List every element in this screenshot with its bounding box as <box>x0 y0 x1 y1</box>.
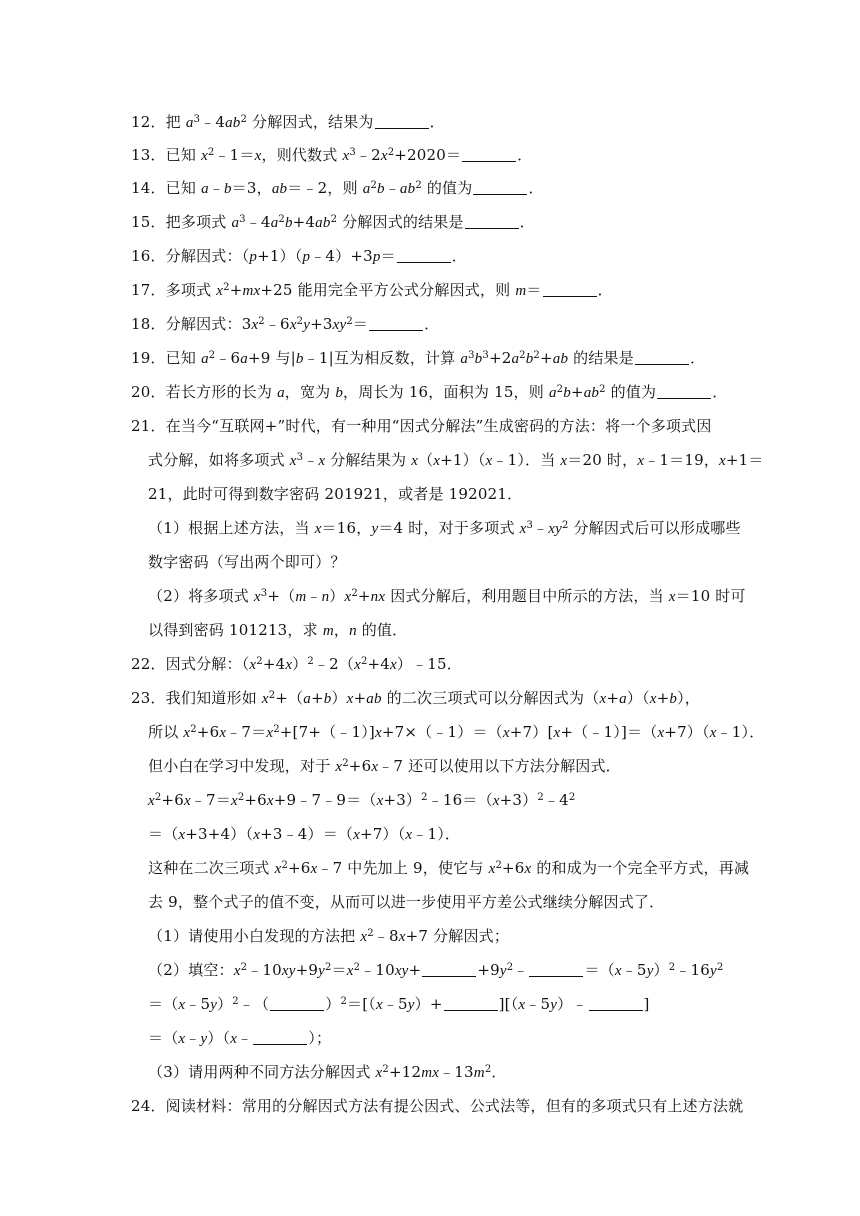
question-21-line2: 式分解，如将多项式 $x^3﹣x$ 分解结果为 x（x+1）（x﹣1）．当 x＝20 时，x﹣1＝19，x+1＝ <box>148 451 764 469</box>
question-23-part2-line1: （2）填空：$x^2﹣10xy+9y^2=x^2﹣10xy+$ $+9y^2﹣$ $=(x﹣5y)^2﹣16y^2$ <box>148 961 724 979</box>
question-22: 22．因式分解：$(x^2+4x)^2﹣2(x^2+4x)﹣15$． <box>131 655 462 673</box>
answer-blank <box>657 384 711 399</box>
answer-blank <box>473 180 527 195</box>
question-13: 13．已知 $x^2﹣1=x$，则代数式 $x^3﹣2x^2+2020=$ ． <box>131 146 533 164</box>
question-23-line2: 所以 $x^2+6x﹣7=x^2+[7+(﹣1)]x+7\times(﹣1)=(x+7)[x+(﹣1)]=(x+7)(x﹣1)$． <box>148 723 765 741</box>
answer-blank <box>462 147 516 162</box>
answer-blank <box>270 996 324 1011</box>
answer-blank <box>375 114 429 129</box>
answer-blank <box>589 996 643 1011</box>
answer-blank <box>635 350 689 365</box>
question-21-part2-line2: 以得到密码 101213，求 m，n 的值． <box>148 621 408 639</box>
answer-blank <box>465 214 519 229</box>
question-14: 14．已知 a﹣b＝3，ab＝﹣2，则 $a^2b﹣ab^2$ 的值为 ． <box>131 179 544 197</box>
question-23-line7: 去 9，整个式子的值不变，从而可以进一步使用平方差公式继续分解因式了． <box>148 893 665 911</box>
answer-blank <box>543 282 597 297</box>
question-17: 17．多项式 $x^2+mx+25$ 能用完全平方公式分解因式，则 m＝ ． <box>131 281 613 299</box>
question-16: 16．分解因式：（p+1）（p﹣4）+3p＝ ． <box>131 247 467 265</box>
question-18: 18．分解因式：$3x^2﹣6x^2y+3xy^2=$ ． <box>131 315 440 333</box>
question-23-line4: $x^2+6x﹣7=x^2+6x+9﹣7﹣9=(x+3)^2﹣16=(x+3)^2﹣4^2$ <box>148 791 576 809</box>
question-23-line1: 23．我们知道形如 $x^2+(a+b)x+ab$ 的二次三项式可以分解因式为（x+a）（x+b）， <box>131 689 700 707</box>
question-23-part3: （3）请用两种不同方法分解因式 $x^2+12mx﹣13m^2$． <box>148 1063 507 1081</box>
question-23-part2-line2: ＝（x﹣5y）$^2$﹣（ ）$^2$＝[（x﹣5y）+ ][（x﹣5y）﹣ ] <box>148 995 650 1013</box>
question-23-line6: 这种在二次三项式 $x^2+6x﹣7$ 中先加上 9，使它与 $x^2+6x$ 的和成为一个完全平方式，再减 <box>148 859 750 877</box>
answer-blank <box>253 1030 307 1045</box>
question-23-part2-line3: ＝（x﹣y）（x﹣ ）； <box>148 1029 332 1047</box>
question-19: 19．已知 $a^2﹣6a+9$ 与|b﹣1|互为相反数，计算 $a^3b^3+2a^2b^2+ab$ 的结果是 ． <box>131 349 706 367</box>
answer-blank <box>369 316 423 331</box>
question-15: 15．把多项式 $a^3﹣4a^2b+4ab^2$ 分解因式的结果是 ． <box>131 213 535 231</box>
question-21-part1-line2: 数字密码（写出两个即可）？ <box>148 553 346 571</box>
question-12: 12．把 $a^3﹣4ab^2$ 分解因式，结果为 ． <box>131 113 445 131</box>
answer-blank <box>529 962 583 977</box>
answer-blank <box>397 248 451 263</box>
answer-blank <box>422 962 476 977</box>
question-21-line1: 21．在当今“互联网+”时代，有一种用“因式分解法”生成密码的方法：将一个多项式因 <box>131 417 712 435</box>
question-23-part1: （1）请使用小白发现的方法把 $x^2﹣8x+7$ 分解因式； <box>148 927 510 945</box>
question-23-line3: 但小白在学习中发现，对于 $x^2+6x﹣7$ 还可以使用以下方法分解因式． <box>148 757 621 775</box>
question-24: 24．阅读材料：常用的分解因式方法有提公因式、公式法等，但有的多项式只有上述方法就 <box>131 1097 744 1115</box>
question-23-line5: ＝（x+3+4）（x+3﹣4）＝（x+7）（x﹣1）． <box>148 825 461 843</box>
answer-blank <box>444 996 498 1011</box>
question-21-part1-line1: （1）根据上述方法，当 x＝16，y＝4 时，对于多项式 $x^3﹣xy^2$ 分解因式后可以形成哪些 <box>148 519 741 537</box>
question-21-line3: 21，此时可得到数字密码 201921，或者是 192021． <box>148 485 523 503</box>
question-20: 20．若长方形的长为 a，宽为 b，周长为 16，面积为 15，则 $a^2b+ab^2$ 的值为 ． <box>131 383 728 401</box>
question-21-part2-line1: （2）将多项式 $x^3+(m﹣n)x^2+nx$ 因式分解后，利用题目中所示的方法，当 x＝10 时可 <box>148 587 746 605</box>
